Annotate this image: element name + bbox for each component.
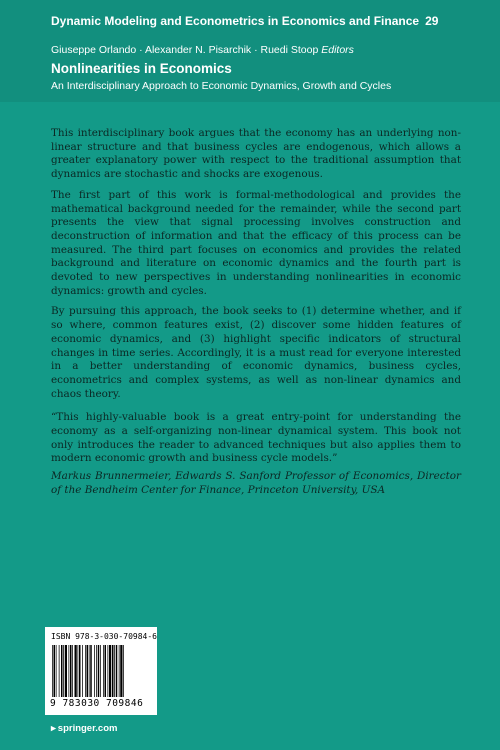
series-title — [51, 14, 471, 28]
isbn-label: ISBN 978-3-030-70984-6 — [51, 632, 157, 641]
endorsement-quote: “This highly-valuable book is a great entry-point for understanding the economy as a self-organizing non-linear dynamical system. This book not only introduces the reader to advanced techniques but also applies them to modern economic growth and business cycle models.” — [51, 411, 461, 465]
editors-tag: Editors — [321, 44, 354, 56]
editors-line — [51, 44, 471, 56]
editors-names: Giuseppe Orlando · Alexander N. Pisarchik · Ruedi Stoop — [51, 44, 319, 56]
barcode-icon — [51, 645, 151, 697]
isbn-barcode-box — [45, 627, 157, 715]
blurb-paragraph-2: The first part of this work is formal-methodological and provides the mathematical background needed for the remainder, while the second part presents the view that signal processing involves construction and deconstruction of information and that the efficacy of this process can be measured. The third part focuses on economics and provides the related background and literature on economic dynamics and the fourth part is devoted to new perspectives in understanding nonlinearities in economic dynamics: growth and cycles. — [51, 188, 461, 297]
blurb — [51, 127, 461, 505]
publisher-url: springer.com — [57, 723, 118, 734]
book-subtitle: An Interdisciplinary Approach to Economic Dynamics, Growth and Cycles — [51, 80, 392, 92]
book-title: Nonlinearities in Economics — [51, 61, 232, 76]
series-name: Dynamic Modeling and Econometrics in Economics and Finance — [51, 14, 420, 28]
publisher-link[interactable] — [51, 723, 117, 734]
arrow-right-icon: ▸ — [51, 723, 56, 734]
blurb-paragraph-3: By pursuing this approach, the book seeks to (1) determine whether, and if so where, common features exist, (2) discover some hidden features of economic dynamics, and (3) highlight specific indicators of structural changes in time series. Accordingly, it is a must read for everyone interested in a better understanding of economic dynamics, business cycles, econometrics and complex systems, as well as non-linear dynamics and chaos theory. — [51, 305, 461, 400]
blurb-paragraph-1: This interdisciplinary book argues that the economy has an underlying non-linear structure and that business cycles are endogenous, which allows a greater explanatory power with respect to the traditional assumption that dynamics are stochastic and shocks are exogenous. — [51, 127, 461, 181]
endorsement-attribution: Markus Brunnermeier, Edwards S. Sanford Professor of Economics, Director of the Bendheim Center for Finance, Princeton University, USA — [51, 470, 461, 496]
series-volume: 29 — [425, 14, 439, 28]
barcode-digits: 9 783030 709846 — [50, 698, 144, 709]
